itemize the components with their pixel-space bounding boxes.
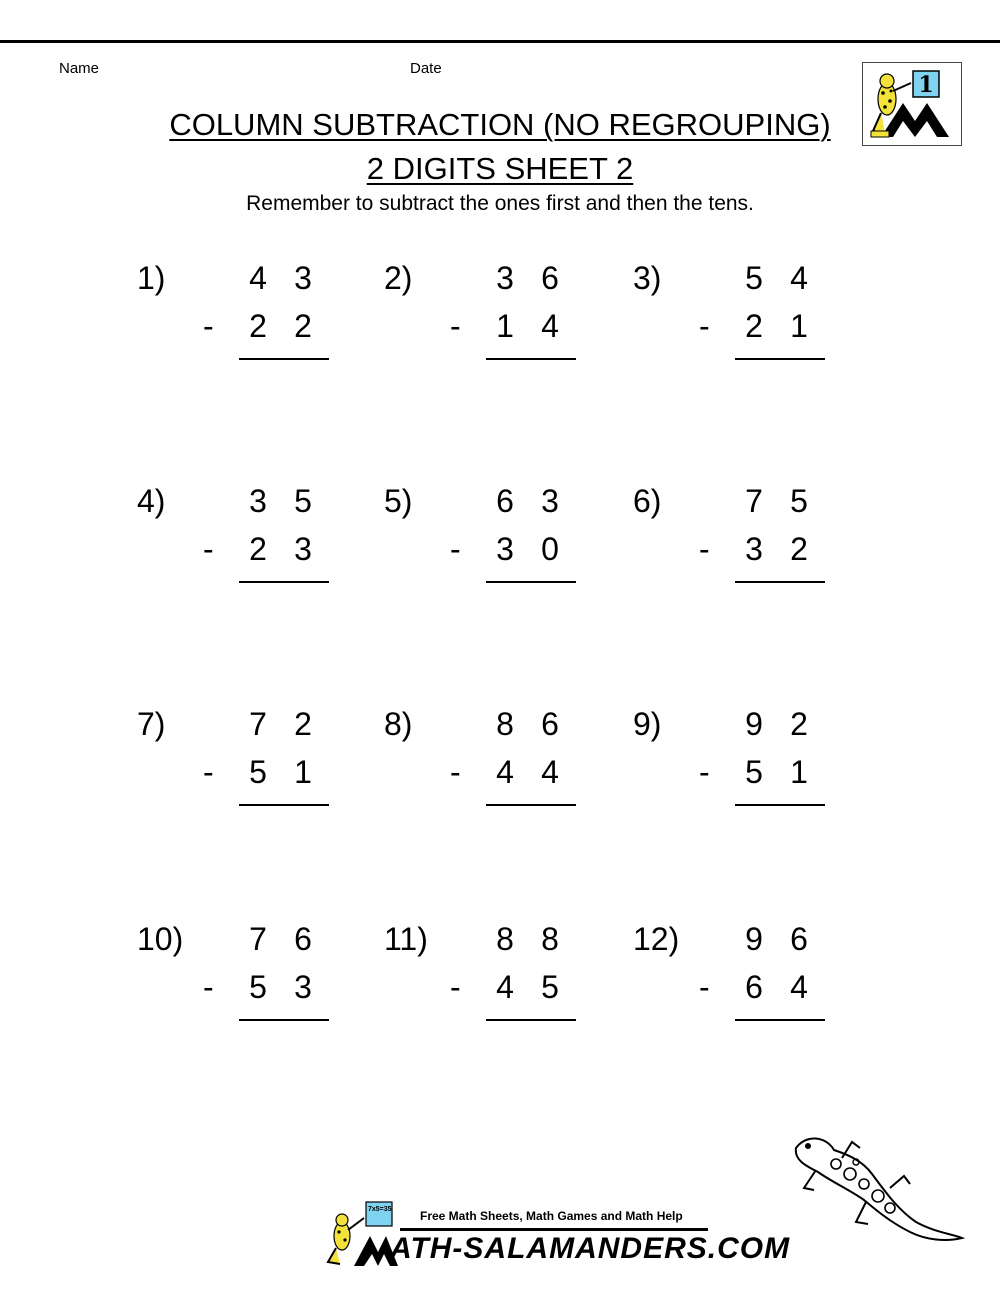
answer-line <box>735 804 825 806</box>
answer-line <box>239 581 329 583</box>
problem-2 <box>384 260 624 380</box>
minuend-digit: 5 <box>790 483 808 519</box>
top-rule <box>0 40 1000 43</box>
salamander-icon <box>786 1130 966 1250</box>
worksheet-subtitle <box>0 151 1000 187</box>
subtrahend-digit: 6 <box>745 969 763 1005</box>
minuend-digit: 7 <box>249 921 267 957</box>
footer-site-name: ATH-SALAMANDERS.COM <box>390 1232 791 1265</box>
date-label: Date <box>410 60 442 77</box>
minuend-digit: 7 <box>249 706 267 742</box>
problem-number: 9) <box>633 706 662 742</box>
subtrahend-digit: 1 <box>294 754 312 790</box>
minuend-digit: 6 <box>790 921 808 957</box>
subtrahend-digit: 4 <box>541 754 559 790</box>
title-line-2: 2 DIGITS SHEET 2 <box>366 151 634 186</box>
subtrahend-digit: 2 <box>249 308 267 344</box>
subtrahend-digit: 5 <box>249 969 267 1005</box>
minuend-digit: 3 <box>294 260 312 296</box>
minus-sign: - <box>450 754 461 790</box>
minuend-digit: 9 <box>745 706 763 742</box>
minuend-digit: 8 <box>496 921 514 957</box>
problem-5 <box>384 483 624 603</box>
answer-line <box>735 581 825 583</box>
minuend-digit: 2 <box>294 706 312 742</box>
problem-number: 8) <box>384 706 413 742</box>
minuend-digit: 3 <box>249 483 267 519</box>
footer-rule <box>400 1228 708 1231</box>
subtrahend-digit: 4 <box>790 969 808 1005</box>
problem-4 <box>137 483 377 603</box>
subtrahend-digit: 5 <box>541 969 559 1005</box>
answer-line <box>239 1019 329 1021</box>
subtrahend-digit: 2 <box>745 308 763 344</box>
minuend-digit: 6 <box>541 260 559 296</box>
problem-number: 3) <box>633 260 662 296</box>
problem-number: 7) <box>137 706 166 742</box>
answer-line <box>486 1019 576 1021</box>
problem-9 <box>633 706 873 826</box>
problem-6 <box>633 483 873 603</box>
worksheet-title <box>0 107 1000 143</box>
minuend-digit: 3 <box>541 483 559 519</box>
answer-line <box>486 358 576 360</box>
title-line-1: COLUMN SUBTRACTION (NO REGROUPING) <box>169 107 831 142</box>
minus-sign: - <box>450 308 461 344</box>
minuend-digit: 5 <box>745 260 763 296</box>
subtrahend-digit: 2 <box>294 308 312 344</box>
subtrahend-digit: 1 <box>496 308 514 344</box>
minuend-digit: 7 <box>745 483 763 519</box>
instructions-text: Remember to subtract the ones first and then the tens. <box>246 192 754 215</box>
problem-number: 10) <box>137 921 184 957</box>
subtrahend-digit: 3 <box>745 531 763 567</box>
problem-10 <box>137 921 377 1041</box>
problem-8 <box>384 706 624 826</box>
minuend-digit: 8 <box>496 706 514 742</box>
problem-12 <box>633 921 873 1041</box>
subtrahend-digit: 1 <box>790 754 808 790</box>
minus-sign: - <box>699 969 710 1005</box>
subtrahend-digit: 3 <box>294 969 312 1005</box>
minuend-digit: 6 <box>541 706 559 742</box>
subtrahend-digit: 4 <box>496 754 514 790</box>
subtrahend-digit: 2 <box>249 531 267 567</box>
minuend-digit: 4 <box>249 260 267 296</box>
minuend-digit: 8 <box>541 921 559 957</box>
minus-sign: - <box>203 531 214 567</box>
problem-7 <box>137 706 377 826</box>
subtrahend-digit: 5 <box>745 754 763 790</box>
footer-tagline: Free Math Sheets, Math Games and Math Help <box>420 1209 683 1223</box>
problem-number: 2) <box>384 260 413 296</box>
minuend-digit: 2 <box>790 706 808 742</box>
minus-sign: - <box>203 969 214 1005</box>
minus-sign: - <box>699 754 710 790</box>
subtrahend-digit: 1 <box>790 308 808 344</box>
subtrahend-digit: 3 <box>294 531 312 567</box>
answer-line <box>735 1019 825 1021</box>
answer-line <box>735 358 825 360</box>
subtrahend-digit: 4 <box>541 308 559 344</box>
minus-sign: - <box>699 308 710 344</box>
subtrahend-digit: 4 <box>496 969 514 1005</box>
answer-line <box>486 804 576 806</box>
minus-sign: - <box>450 969 461 1005</box>
problem-3 <box>633 260 873 380</box>
problem-number: 5) <box>384 483 413 519</box>
salamander-illustration <box>786 1130 966 1250</box>
problem-11 <box>384 921 624 1041</box>
minus-sign: - <box>699 531 710 567</box>
answer-line <box>239 358 329 360</box>
subtrahend-digit: 5 <box>249 754 267 790</box>
minuend-digit: 9 <box>745 921 763 957</box>
minuend-digit: 4 <box>790 260 808 296</box>
problem-number: 4) <box>137 483 166 519</box>
problem-number: 6) <box>633 483 662 519</box>
subtrahend-digit: 2 <box>790 531 808 567</box>
grade-badge-number: 1 <box>918 72 934 98</box>
minuend-digit: 6 <box>496 483 514 519</box>
minus-sign: - <box>450 531 461 567</box>
problem-number: 11) <box>384 921 428 957</box>
minuend-digit: 3 <box>496 260 514 296</box>
answer-line <box>239 804 329 806</box>
problem-1 <box>137 260 377 380</box>
footer-badge-text: 7x5=35 <box>368 1206 392 1213</box>
subtrahend-digit: 0 <box>541 531 559 567</box>
minuend-digit: 5 <box>294 483 312 519</box>
problem-number: 12) <box>633 921 680 957</box>
subtrahend-digit: 3 <box>496 531 514 567</box>
problem-number: 1) <box>137 260 166 296</box>
minus-sign: - <box>203 308 214 344</box>
minus-sign: - <box>203 754 214 790</box>
answer-line <box>486 581 576 583</box>
name-label: Name <box>59 60 100 77</box>
minuend-digit: 6 <box>294 921 312 957</box>
